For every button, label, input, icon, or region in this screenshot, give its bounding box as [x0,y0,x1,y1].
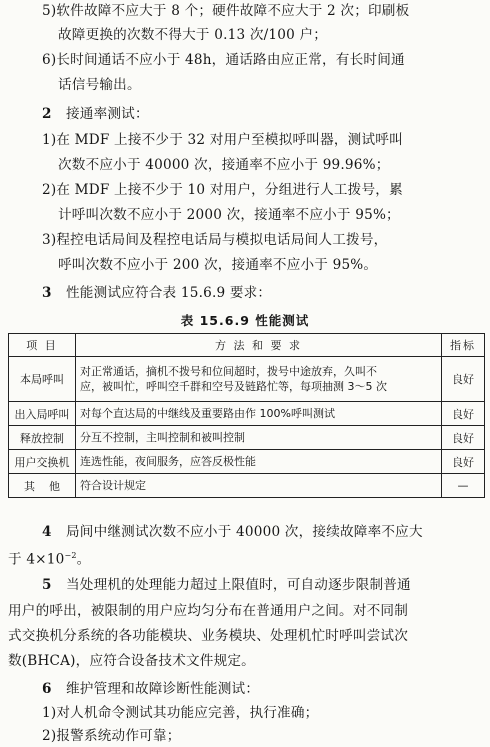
table-caption: 表 15.6.9 性能测试 [180,313,310,328]
row-requirement-line1: 对正常通话，摘机不拨号和位间超时，拨号中途放弃，久叫不 [80,365,377,378]
section2-item3-line2: 呼叫次数不应小于 200 次，接通率不应小于 95%。 [58,257,378,273]
top-item-6-line2: 话信号输出。 [58,77,141,93]
section6-item1: 1)对人机命令测试其功能应完善，执行准确； [42,705,319,721]
section2-item2-line2: 计呼叫次数不应小于 2000 次，接通率不应小于 95%； [58,207,400,223]
section2-item2-line1: 2)在 MDF 上接不少于 10 对用户，分组进行人工拨号，累 [42,182,403,198]
row-item: 释放控制 [9,426,76,450]
section6-number: 6 [42,681,52,697]
row-requirement: 连选性能，夜间服务，应答反极性能 [76,450,442,474]
section6-title: 维护管理和故障诊断性能测试： [66,681,260,697]
table-row [9,402,485,426]
table-row [9,450,485,474]
section2-number: 2 [42,106,52,122]
row-indicator: 良好 [442,402,485,426]
row-indicator: — [442,474,485,498]
performance-table [8,333,485,498]
section5-number: 5 [42,577,52,593]
row-item: 本局呼叫 [9,357,76,402]
table-row [9,426,485,450]
section2-item1-line2: 次数不应小于 40000 次，接通率不应小于 99.96%； [58,157,390,173]
header-item: 项 目 [9,334,76,357]
top-item-5-line1: 5)软件故障不应大于 8 个；硬件故障不应大于 2 次；印刷板 [42,3,410,19]
row-indicator: 良好 [442,450,485,474]
row-requirement: 分互不控制，主叫控制和被叫控制 [76,426,442,450]
table-header-row [9,334,485,357]
header-requirements: 方 法 和 要 求 [76,334,442,357]
table-row [9,357,485,402]
section2-item1-line1: 1)在 MDF 上接不少于 32 对用户至模拟呼叫器，测试呼叫 [42,132,403,148]
section4-line2-prefix: 于 4×10 [8,551,65,568]
row-item: 用户交换机 [9,450,76,474]
row-indicator: 良好 [442,426,485,450]
section4-line1: 局间中继测试次数不应小于 40000 次，接续故障率不应大 [66,524,423,540]
header-indicator: 指标 [442,334,485,357]
section3-number: 3 [42,285,52,301]
row-requirement: 对每个直达局的中继线及重要路由作 100%呼叫测试 [76,402,442,426]
section6-item2: 2)报警系统动作可靠； [42,728,181,744]
section5-line4: 数(BHCA)，应符合设备技术文件规定。 [8,653,255,669]
row-item: 其 他 [9,474,76,498]
section5-line2: 用户的呼出，被限制的用户应均匀分布在普通用户之间。对不同制 [8,603,409,619]
row-requirement: 符合设计规定 [76,474,442,498]
top-item-6-line1: 6)长时间通话不应小于 48h，通话路由应正常，有长时间通 [42,52,405,68]
section3-text: 性能测试应符合表 15.6.9 要求： [66,285,272,301]
section4-line2-suffix: 。 [76,551,91,568]
section5-line3: 式交换机分系统的各功能模块、业务模块、处理机忙时呼叫尝试次 [8,628,409,644]
row-requirement-line2: 应，被叫忙，呼叫空千群和空号及链路忙等，每项抽测 3～5 次 [80,380,387,393]
section4-exponent: −2 [64,551,77,560]
section2-item3-line1: 3)程控电话局间及程控电话局与模拟电话局间人工拨号， [42,232,388,248]
section5-line1: 当处理机的处理能力超过上限值时，可自动逐步限制普通 [66,577,411,593]
section2-title: 接通率测试： [66,106,149,122]
top-item-5-line2: 故障更换的次数不得大于 0.13 次/100 户； [58,27,328,43]
row-item: 出入局呼叫 [9,402,76,426]
section4-number: 4 [42,524,52,540]
row-requirement [76,357,442,402]
table-row [9,474,485,498]
section4-line2 [8,546,90,570]
row-indicator: 良好 [442,357,485,402]
